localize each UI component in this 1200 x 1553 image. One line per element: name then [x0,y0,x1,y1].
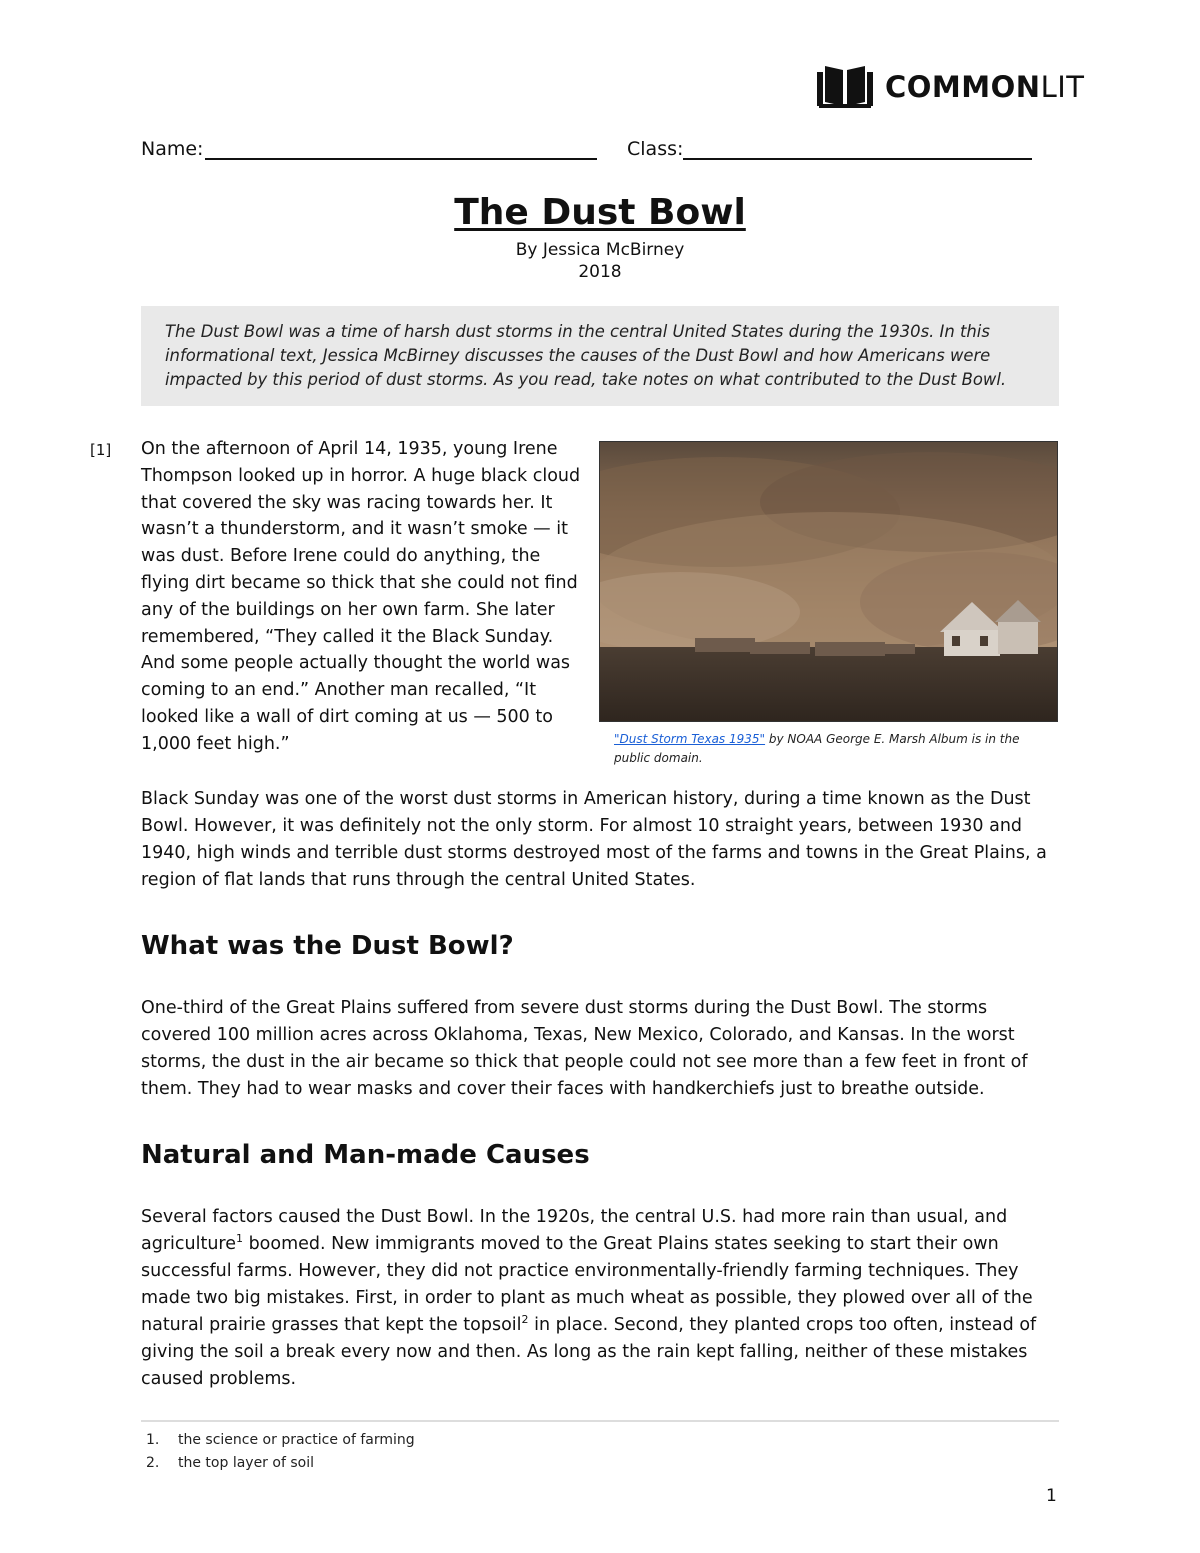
footnote-divider [141,1420,1059,1422]
section-heading-causes: Natural and Man-made Causes [141,1140,590,1170]
footnote-ref-1[interactable]: 1 [236,1232,243,1246]
paragraph-number: [1] [90,441,112,459]
footnote-ref-2[interactable]: 2 [521,1313,529,1327]
section-heading-what: What was the Dust Bowl? [141,931,514,961]
name-field-line[interactable] [205,158,597,160]
brand-name: COMMONLIT [885,70,1085,104]
author-line: By Jessica McBirney [515,240,685,260]
photo-caption: "Dust Storm Texas 1935" by NOAA George E. Marsh Album is in the public domain. [614,732,1020,765]
publication-year: 2018 [578,262,622,282]
intro-box: The Dust Bowl was a time of harsh dust storms in the central United States during the 1930s. In this informational text, Jessica McBirney discusses the causes of the Dust Bowl and how Americans were impacted by this period of dust storms. As you read, take notes on what contributed to the Dust Bowl. [141,306,1059,406]
class-label: Class: [627,138,684,160]
dust-storm-photo [599,441,1058,722]
paragraph-2: Black Sunday was one of the worst dust storms in American history, during a time known as the Dust Bowl. However, it was definitely not the only storm. For almost 10 straight years, between 1930 and 1940, high winds and terrible dust storms destroyed most of the farms and towns in the Great Plains, a region of flat lands that runs through the central United States. [141,789,1047,890]
class-field-line[interactable] [683,158,1032,160]
paragraph-1: On the afternoon of April 14, 1935, young Irene Thompson looked up in horror. A huge black cloud that covered the sky was racing towards her. It wasn’t a thunderstorm, and it wasn’t smoke — it was dust. Before Irene could do anything, the flying dirt became so thick that she could not find any of the buildings on her own farm. She later remembered, “They called it the Black Sunday. And some people actually thought the world was coming to an end.” Another man recalled, “It looked like a wall of dirt coming at us — 500 to 1,000 feet high.” [141,439,581,754]
name-label: Name: [141,138,204,160]
footnote-1: 1. the science or practice of farming [146,1432,415,1448]
caption-link[interactable]: "Dust Storm Texas 1935" [614,732,766,746]
footnote-2: 2. the top layer of soil [146,1455,314,1471]
paragraph-3: One-third of the Great Plains suffered from severe dust storms during the Dust Bowl. The storms covered 100 million acres across Oklahoma, Texas, New Mexico, Colorado, and Kansas. In the worst storms, the dust in the air became so thick that people could not see more than a few feet in front of them. They had to wear masks and cover their faces with handkerchiefs just to breathe outside. [141,998,1028,1099]
page-title: The Dust Bowl [454,192,746,233]
commonlit-logo [817,66,1085,108]
page-number: 1 [1046,1486,1057,1506]
paragraph-4: Several factors caused the Dust Bowl. In the 1920s, the central U.S. had more rain than usual, and agriculture$^1$ boomed. New immigrants moved to the Great Plains states seeking to start their own successful farms. However, they did not practice environmentally-friendly farming techniques. They made two big mistakes. First, in order to plant as much wheat as possible, they plowed over all of the natural prairie grasses that kept the topsoil$^2$ in place. Second, they planted crops too often, instead of giving the soil a break every now and then. As long as the rain kept falling, neither of these mistakes caused problems. [141,1207,1037,1389]
open-book-icon [817,66,873,108]
